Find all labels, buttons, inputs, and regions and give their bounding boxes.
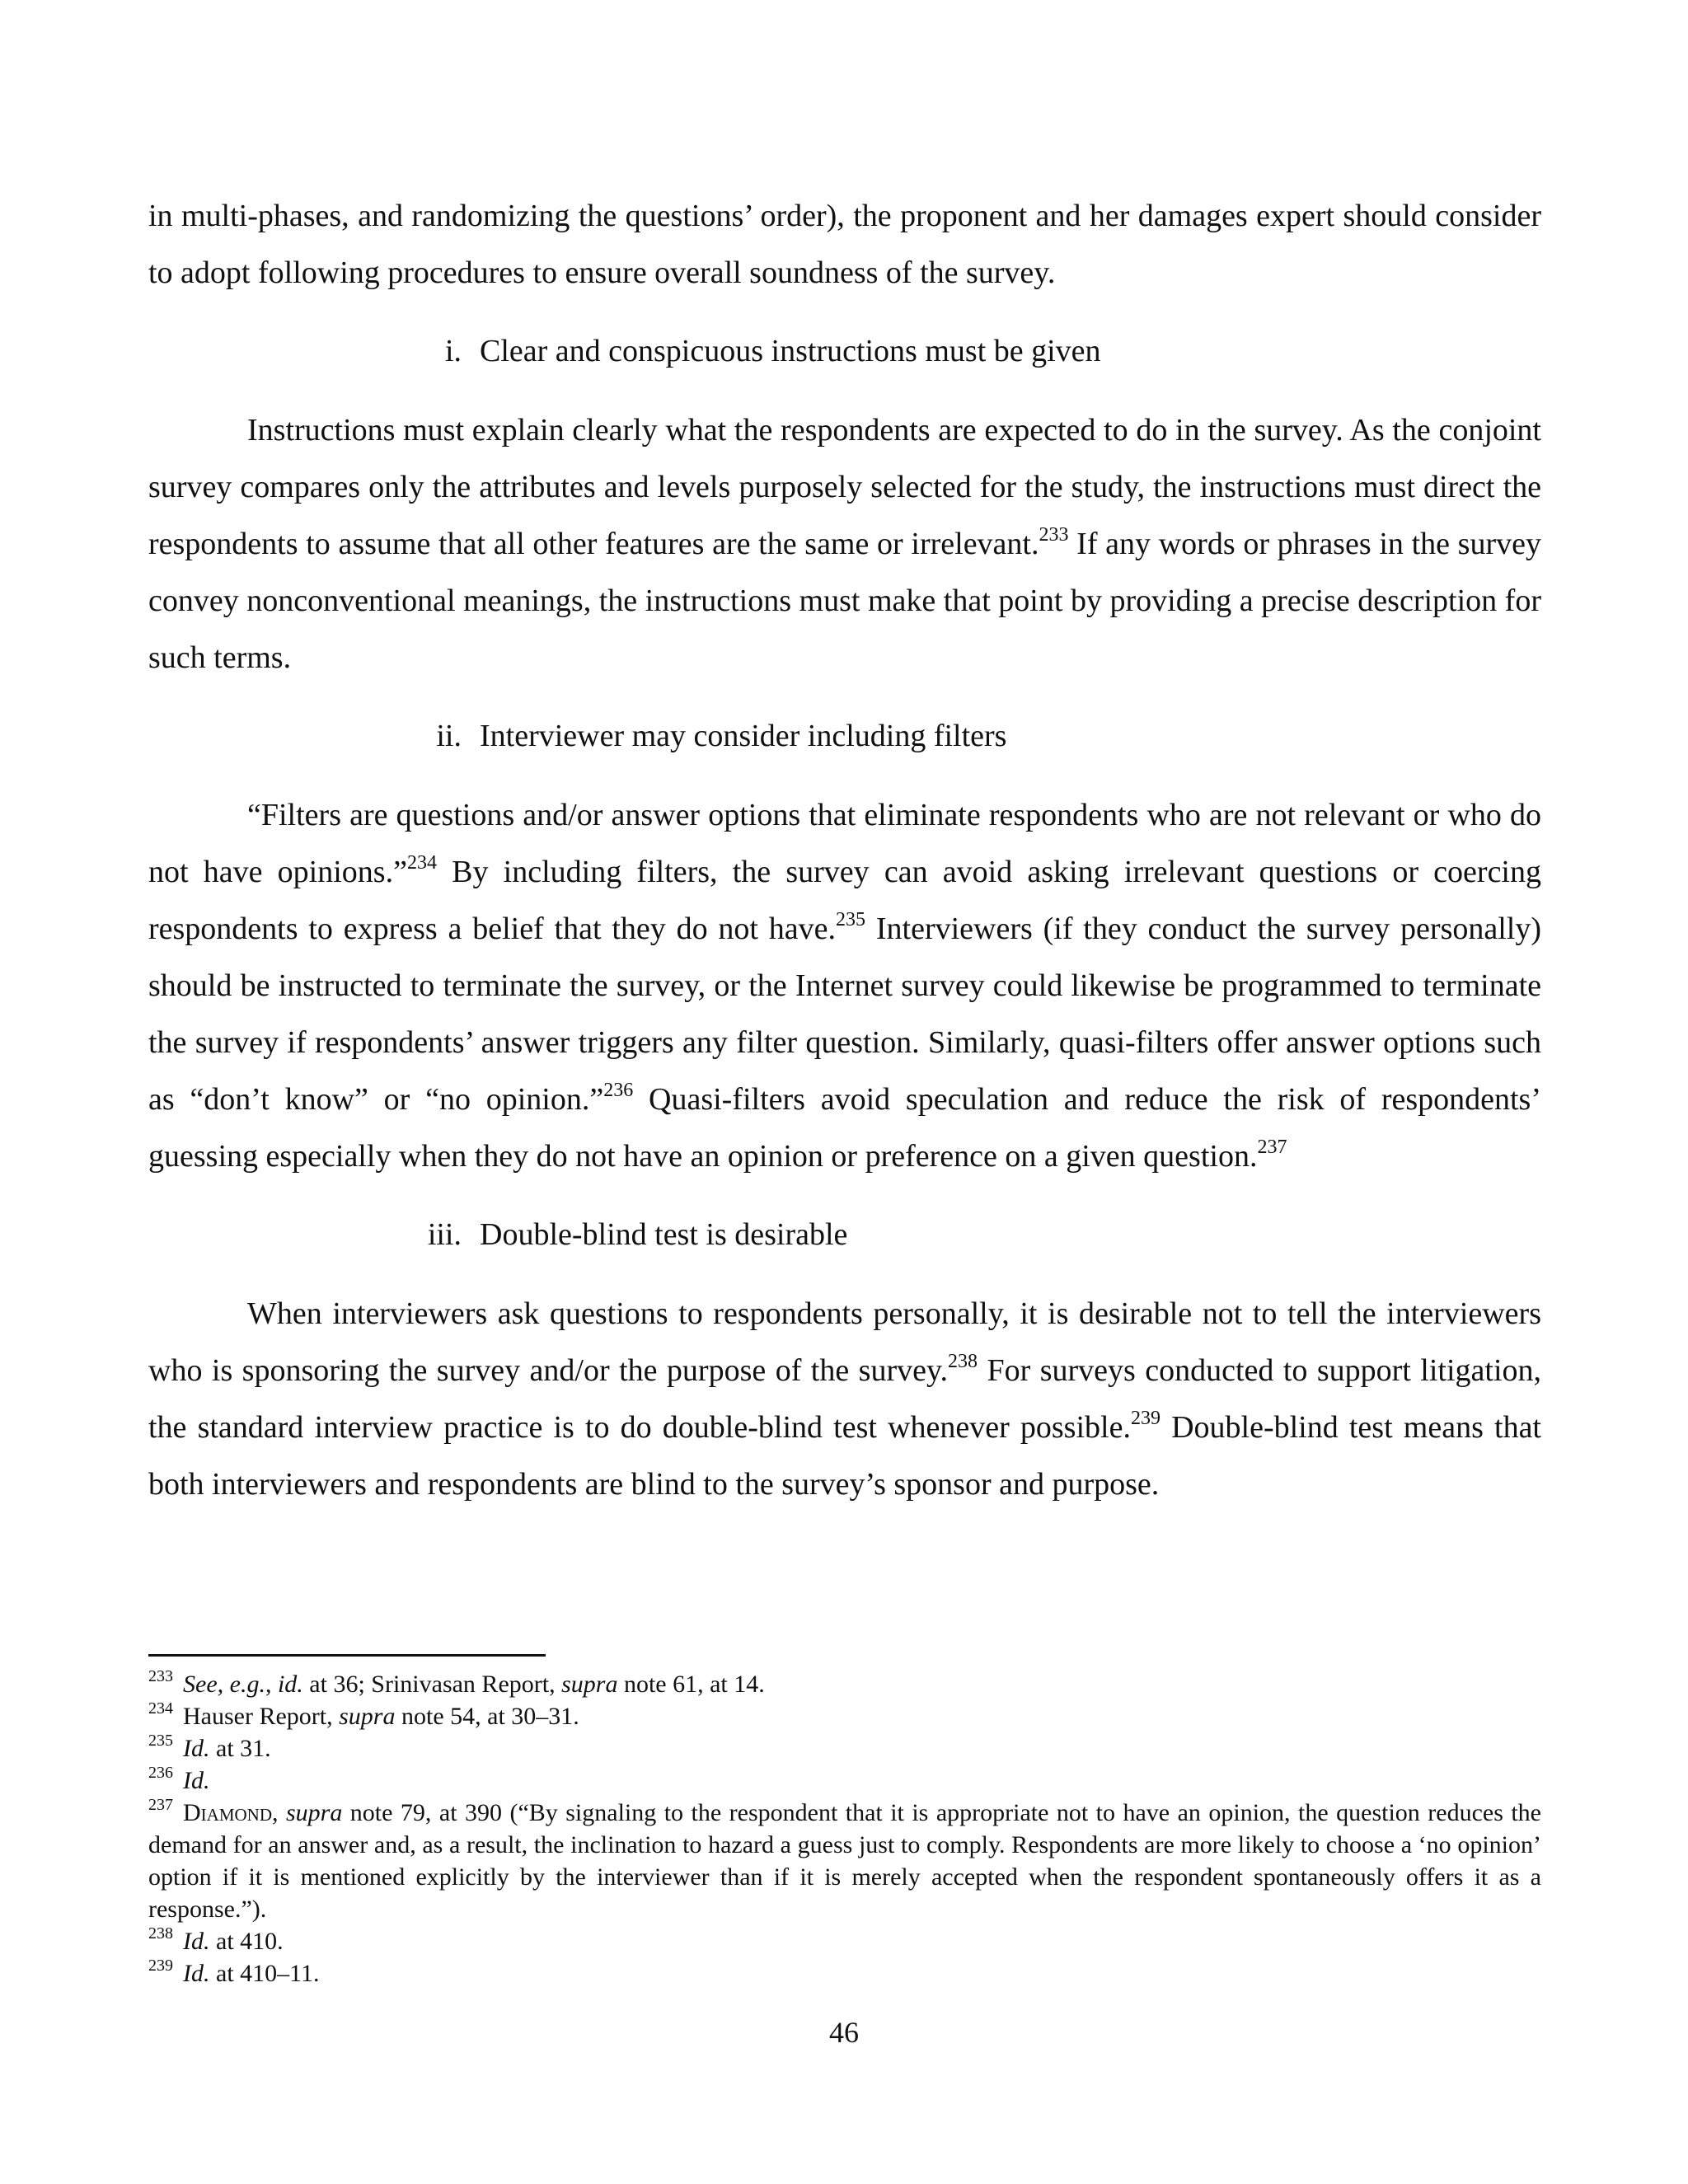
footnote-number: 233 [148, 1667, 173, 1685]
footnote-ref-236[interactable]: 236 [603, 1080, 634, 1101]
footnote-237 [148, 1797, 1541, 1925]
footnote-ref-237[interactable]: 237 [1257, 1137, 1287, 1158]
footnote-ref-235[interactable]: 235 [836, 909, 866, 930]
paragraph-text: “Filters are questions and/or answer options that eliminate respondents who are not relevant or who do not have opinions.” [148, 798, 1541, 889]
paragraph-text: Double-blind test means that both interviewers and respondents are blind to the survey’s sponsor and purpose. [148, 1410, 1541, 1502]
footnote-text: at 36; Srinivasan Report, [302, 1671, 562, 1698]
footnote-italic: supra [561, 1671, 618, 1698]
footnote-text: , [272, 1799, 286, 1826]
footnote-ref-233[interactable]: 233 [1039, 524, 1069, 546]
footnote-italic: Id. [183, 1735, 210, 1762]
footnote-italic: Id. [183, 1928, 210, 1955]
footnote-italic: See, e.g. [183, 1671, 265, 1698]
paragraph-text: When interviewers ask questions to respondents personally, it is desirable not to tell the interviewers who is sponsoring the survey and/or the purpose of the survey. [148, 1296, 1541, 1388]
heading-number: i. [444, 334, 462, 368]
paragraph-continuation [148, 188, 1541, 302]
heading-text: Clear and conspicuous instructions must be given [480, 334, 1101, 368]
footnote-number: 238 [148, 1924, 173, 1943]
body-text [148, 188, 1541, 1513]
paragraph-text: Instructions must explain clearly what the respondents are expected to do in the survey. As the conjoint survey compares only the attributes and levels purposely selected for the study, the instructions must direct the respondents to assume that all other features are the same or irrelevant. [148, 413, 1541, 561]
footnote-number: 237 [148, 1796, 173, 1814]
footnote-238 [148, 1925, 1541, 1957]
footnote-italic: id. [277, 1671, 303, 1698]
footnote-text: at 410. [209, 1928, 284, 1955]
footnote-divider [148, 1654, 546, 1657]
footnote-number: 235 [148, 1732, 173, 1750]
footnote-italic: Id. [183, 1960, 210, 1987]
footnote-italic: supra [339, 1703, 396, 1730]
paragraph-text: If any words or phrases in the survey convey nonconventional meanings, the instructions must make that point by providing a precise description for such terms. [148, 527, 1541, 675]
footnote-text: note 79, at 390 (“By signaling to the respondent that it is appropriate not to have an opinion, the question reduces the demand for an answer and, as a result, the inclination to hazard a guess just to comply. Respondents are more likely to choose a ‘no opinion’ option if it is mentioned explicitly by the interviewer than if it is merely accepted when the respondent spontaneously offers it as a response.”). [148, 1799, 1541, 1923]
footnote-text: note 61, at 14. [617, 1671, 765, 1698]
footnote-235 [148, 1732, 1541, 1765]
footnote-text: at 410–11. [209, 1960, 320, 1987]
paragraph-filters [148, 787, 1541, 1185]
section-heading-iii [148, 1207, 1541, 1263]
footnote-italic: supra [285, 1799, 343, 1826]
paragraph-instructions [148, 402, 1541, 687]
footnote-text: , [265, 1671, 278, 1698]
footnote-text: at 31. [209, 1735, 271, 1762]
footnote-236 [148, 1765, 1541, 1797]
paragraph-text: in multi-phases, and randomizing the questions’ order), the proponent and her damages expert should consider to adopt following procedures to ensure overall soundness of the survey. [148, 199, 1541, 290]
footnote-number: 239 [148, 1957, 173, 1975]
page-number: 46 [829, 2016, 859, 2049]
footnote-233 [148, 1668, 1541, 1700]
footnote-239 [148, 1957, 1541, 1990]
footnotes-section [148, 1654, 1541, 1990]
footnote-ref-238[interactable]: 238 [948, 1351, 978, 1372]
footnote-ref-239[interactable]: 239 [1130, 1408, 1160, 1429]
paragraph-double-blind [148, 1286, 1541, 1513]
heading-number: ii. [436, 719, 462, 753]
footnote-number: 236 [148, 1764, 173, 1782]
footnote-text: Hauser Report, [183, 1703, 340, 1730]
paragraph-text: Quasi-filters avoid speculation and reduce the risk of respondents’ guessing especially when they do not have an opinion or preference on a given question. [148, 1082, 1541, 1174]
paragraph-text: For surveys conducted to support litigation, the standard interview practice is to do double-blind test whenever possible. [148, 1353, 1542, 1445]
footnote-text: note 54, at 30–31. [395, 1703, 579, 1730]
paragraph-text: By including filters, the survey can avoid asking irrelevant questions or coercing respondents to express a belief that they do not have. [148, 855, 1541, 946]
footnote-italic: Id. [183, 1767, 210, 1794]
section-heading-ii [148, 708, 1541, 765]
heading-text: Double-blind test is desirable [480, 1217, 848, 1252]
heading-number: iii. [427, 1217, 462, 1252]
footnote-234 [148, 1700, 1541, 1732]
footnote-ref-234[interactable]: 234 [406, 852, 437, 874]
paragraph-text: Interviewers (if they conduct the survey personally) should be instructed to terminate the survey, or the Internet survey could likewise be programmed to terminate the survey if respondents’ answer triggers any filter question. Similarly, quasi-filters offer answer options such as “don’t know” or “no opinion.” [148, 912, 1541, 1117]
heading-text: Interviewer may consider including filters [480, 719, 1007, 753]
footnote-number: 234 [148, 1699, 173, 1718]
footnote-author: Diamond [183, 1799, 272, 1826]
section-heading-i [148, 323, 1541, 380]
